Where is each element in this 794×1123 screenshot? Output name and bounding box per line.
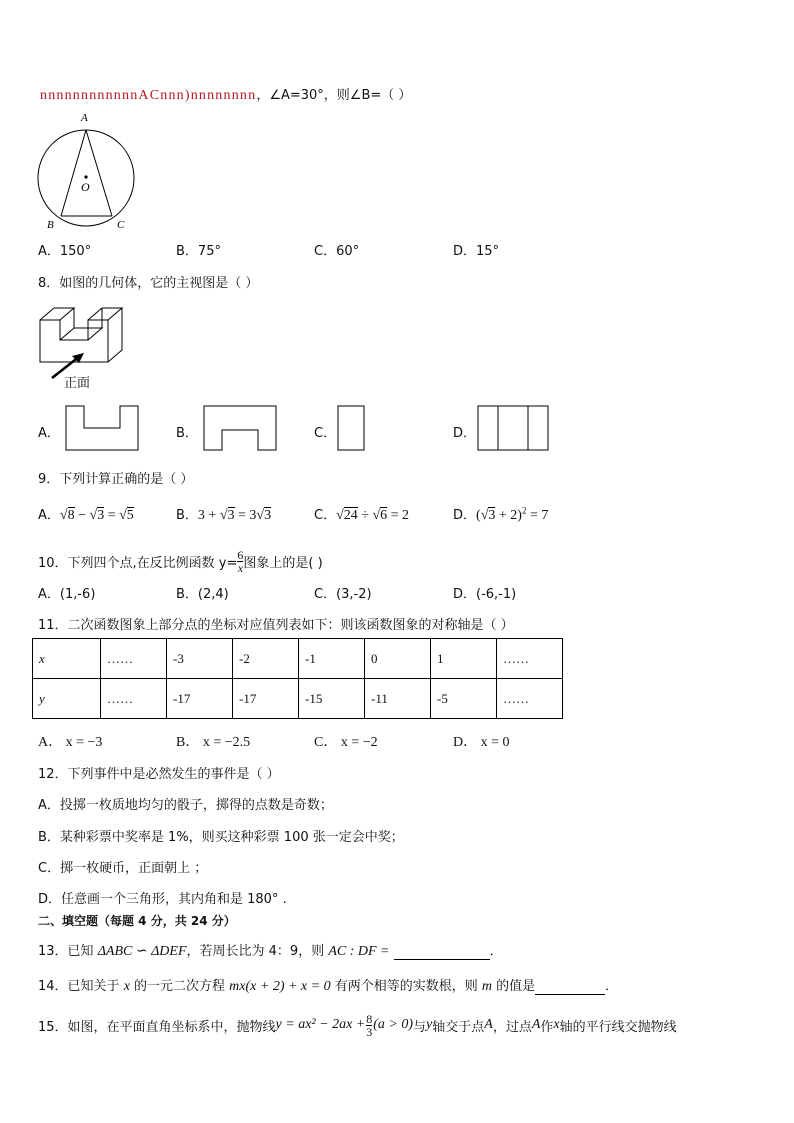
- q12-option-d[interactable]: D．任意画一个三角形，其内角和是 180° .: [38, 892, 287, 907]
- q7-circle-figure: [34, 108, 144, 234]
- q13-pre: 13．已知: [38, 944, 98, 959]
- q10-option-b[interactable]: B．(2,4): [176, 587, 229, 602]
- q12-option-c[interactable]: C．掷一枚硬币，正面朝上 ；: [38, 861, 208, 876]
- q8-option-a[interactable]: [38, 422, 60, 441]
- fig-label-c: C: [117, 219, 125, 231]
- q15-fraction-num: 8: [366, 1011, 373, 1026]
- q15-pre: 15．如图，在平面直角坐标系中，抛物线: [38, 1019, 276, 1035]
- q9-c-radicand-2: 6: [380, 508, 388, 523]
- q15-eq2: (a > 0): [373, 1017, 414, 1032]
- q7-option-a[interactable]: A．150°: [38, 244, 92, 259]
- q13-math2: AC : DF =: [328, 944, 390, 959]
- q9-c-op: ÷: [357, 508, 373, 523]
- table-row: [33, 639, 563, 679]
- q7-option-d[interactable]: D．15°: [453, 244, 500, 259]
- q13-stem: [38, 940, 503, 960]
- q15-y: y: [426, 1017, 433, 1032]
- q8-front-label: 正面: [64, 376, 91, 391]
- q14-x: x: [123, 979, 130, 994]
- q15-point-a: A: [484, 1017, 493, 1032]
- q9-b-pre: 3 +: [197, 508, 220, 523]
- q15-x: x: [553, 1017, 560, 1032]
- q7-option-c[interactable]: C．60°: [314, 244, 360, 259]
- q14-pre: 14．已知关于: [38, 979, 124, 994]
- q15-point-a-2: A: [531, 1017, 541, 1032]
- q11-option-b[interactable]: B． x = −2.5: [176, 735, 251, 750]
- q9-a-radicand-1: 8: [67, 508, 75, 523]
- table-cell: 0: [365, 639, 431, 679]
- q8-option-c-label: C．: [314, 426, 337, 441]
- fig-label-o: O: [81, 180, 90, 194]
- q9-a-eq: =: [104, 508, 120, 523]
- q7-stem-garbled: nnnnnnnnnnnnACnnn)nnnnnnnn: [40, 88, 257, 103]
- q9-stem: 9．下列计算正确的是（ ）: [38, 472, 194, 487]
- q9-option-d[interactable]: D．$(√3 + 2)^2 = 7$: [453, 505, 549, 523]
- q13-math: ΔABC ∽ ΔDEF: [97, 944, 187, 959]
- q15-mid: 与: [413, 1019, 427, 1035]
- q10-stem-pre: 10．下列四个点,在反比例函数 y=: [38, 555, 238, 571]
- q15-fraction-den: 3: [366, 1024, 373, 1039]
- q11-option-c[interactable]: C． x = −2: [314, 735, 378, 750]
- q9-a-radicand-2: 3: [97, 508, 105, 523]
- q8-stem: 8．如图的几何体，它的主视图是（ ）: [38, 276, 259, 291]
- q13-post: ．: [489, 944, 503, 959]
- q14-stem: [38, 975, 618, 995]
- q8-option-a-figure[interactable]: [64, 404, 142, 454]
- q12-stem: 12．下列事件中是必然发生的事件是（ ）: [38, 767, 280, 782]
- q8-option-c[interactable]: [314, 422, 336, 441]
- q9-b-radicand-2: 3: [264, 508, 272, 523]
- q9-option-b-label: B．: [176, 508, 198, 523]
- q8-option-d-label: D．: [453, 426, 477, 441]
- q15-eq1: y = ax² − 2ax +: [275, 1017, 366, 1032]
- q15-stem: [38, 1005, 677, 1045]
- q11-stem: 11．二次函数图象上部分点的坐标对应值列表如下：则该函数图象的对称轴是（ ）: [38, 618, 514, 633]
- q10-stem: [38, 541, 323, 581]
- q12-option-b[interactable]: B．某种彩票中奖率是 1%，则买这种彩票 100 张一定会中奖；: [38, 830, 404, 845]
- q9-d-radicand: 3: [488, 508, 496, 523]
- q9-option-c-label: C．: [314, 508, 337, 523]
- q9-d-exponent: 2: [521, 505, 527, 516]
- q13-answer-blank[interactable]: [394, 945, 490, 960]
- table-row: [33, 679, 563, 719]
- q7-option-b[interactable]: B．75°: [176, 244, 221, 259]
- q11-value-table: [32, 638, 563, 719]
- q10-option-c[interactable]: C．(3,-2): [314, 587, 372, 602]
- q8-option-b[interactable]: [176, 422, 198, 441]
- fig-label-b: B: [47, 219, 54, 231]
- q9-d-mid: + 2): [495, 508, 522, 523]
- q8-option-a-label: A．: [38, 426, 60, 441]
- q10-fraction-den: x: [237, 560, 244, 575]
- table-cell: 1: [431, 639, 497, 679]
- q14-end: ．: [605, 979, 619, 994]
- table-cell: ……: [101, 639, 167, 679]
- table-cell: -1: [299, 639, 365, 679]
- q15-mid2: 轴交于点: [432, 1019, 485, 1035]
- q13-mid: ，若周长比为 4：9，则: [186, 944, 329, 959]
- table-cell: -3: [167, 639, 233, 679]
- q9-option-a-label: A．: [38, 508, 60, 523]
- q10-option-d[interactable]: D．(-6,-1): [453, 587, 517, 602]
- table-cell: x: [33, 639, 101, 679]
- q11-option-a[interactable]: A． x = −3: [38, 735, 103, 750]
- q14-mid: 的一元二次方程: [129, 979, 230, 994]
- q9-b-eq: = 3: [234, 508, 257, 523]
- q10-fraction-num: 6: [237, 547, 244, 562]
- q7-stem-rest: ，∠A=30°，则∠B=（ ）: [256, 88, 412, 103]
- q15-post: 轴的平行线交抛物线: [559, 1019, 677, 1035]
- q9-a-op: −: [74, 508, 90, 523]
- q12-option-a[interactable]: A．投掷一枚质地均匀的骰子，掷得的点数是奇数；: [38, 798, 333, 813]
- q9-option-a[interactable]: A．√8 − √3 = √5: [38, 508, 134, 523]
- q14-mid2: 有两个相等的实数根，则: [330, 979, 482, 994]
- table-cell: ……: [101, 679, 167, 719]
- q9-option-d-label: D．: [453, 508, 477, 523]
- q10-stem-post: 图象上的是( ): [243, 555, 323, 571]
- table-cell: -11: [365, 679, 431, 719]
- q8-option-c-figure[interactable]: [336, 404, 368, 454]
- q10-option-a[interactable]: A．(1,-6): [38, 587, 96, 602]
- q9-a-radicand-3: 5: [126, 508, 134, 523]
- q9-b-radicand-1: 3: [227, 508, 235, 523]
- table-cell: -15: [299, 679, 365, 719]
- table-cell: ……: [497, 639, 563, 679]
- q8-option-d-figure[interactable]: [476, 404, 552, 454]
- q9-option-b[interactable]: B．3 + √3 = 3√3: [176, 508, 272, 523]
- q8-option-b-label: B．: [176, 426, 198, 441]
- q14-m: m: [481, 979, 492, 994]
- q9-c-eq: = 2: [387, 508, 410, 523]
- q14-answer-blank[interactable]: [535, 980, 605, 995]
- q9-d-open: (: [476, 508, 481, 523]
- table-cell: y: [33, 679, 101, 719]
- table-cell: -5: [431, 679, 497, 719]
- q7-stem: [40, 84, 411, 104]
- table-cell: -2: [233, 639, 299, 679]
- fig-label-a: A: [81, 112, 88, 124]
- q15-mid3: ，过点: [492, 1019, 532, 1035]
- q9-option-c[interactable]: C．√24 ÷ √6 = 2: [314, 508, 410, 523]
- table-cell: -17: [167, 679, 233, 719]
- q15-mid4: 作: [540, 1019, 554, 1035]
- table-cell: ……: [497, 679, 563, 719]
- q9-d-eq: = 7: [526, 508, 549, 523]
- q9-c-radicand-1: 24: [343, 508, 358, 523]
- q15-fraction: [366, 1013, 372, 1038]
- q11-option-d[interactable]: D． x = 0: [453, 735, 510, 750]
- section-2-heading: 二、填空题（每题 4 分，共 24 分）: [38, 914, 236, 928]
- q14-post: 的值是: [491, 979, 536, 994]
- q14-eq: mx(x + 2) + x = 0: [229, 979, 331, 994]
- table-cell: -17: [233, 679, 299, 719]
- q8-option-b-figure[interactable]: [202, 404, 280, 454]
- q8-option-d[interactable]: [453, 422, 476, 441]
